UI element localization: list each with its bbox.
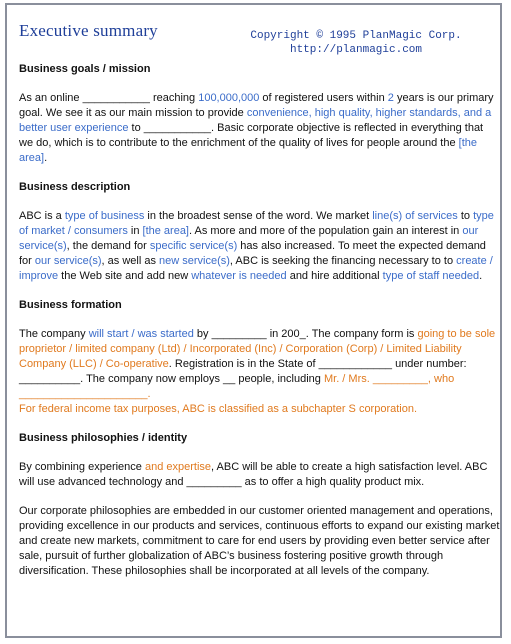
placeholder-blue: will start / was started bbox=[88, 328, 194, 340]
paragraph-goals bbox=[19, 91, 500, 166]
placeholder-orange: going to be sole proprietor / limited company (Ltd) / Incorporated (Inc) / Corporation (Corp) / Limited Liability Company (LLC) / Co-operative bbox=[19, 328, 496, 370]
text: , as well as bbox=[101, 255, 159, 267]
section-heading-philosophies: Business philosophies / identity bbox=[19, 432, 188, 444]
text: years is our primary goal. We see it as our main mission to provide bbox=[19, 92, 494, 119]
placeholder-blue: specific service(s) bbox=[149, 240, 238, 252]
paragraph-formation bbox=[19, 327, 500, 417]
text: has also increased. To meet the expected demand for bbox=[19, 240, 486, 267]
paragraph-philosophies-1 bbox=[19, 460, 500, 490]
text: and hire additional bbox=[286, 270, 383, 282]
document-frame bbox=[5, 3, 502, 638]
paragraph-description bbox=[19, 209, 500, 284]
text: . As more and more of the population gain an interest in bbox=[189, 225, 463, 237]
text: the Web site and add new bbox=[58, 270, 192, 282]
text: , the demand for bbox=[66, 240, 150, 252]
copyright-notice bbox=[249, 29, 463, 57]
section-heading-description: Business description bbox=[19, 181, 131, 193]
placeholder-blue: our service(s) bbox=[19, 225, 479, 252]
text: , ABC is seeking the financing necessary to to bbox=[229, 255, 457, 267]
text: . Registration is in the State of ____________ under number: __________. The company now employs __ people, including bbox=[19, 358, 467, 385]
placeholder-blue: type of market / consumers bbox=[19, 210, 494, 237]
placeholder-blue: 2 bbox=[387, 92, 394, 104]
page-title: Executive summary bbox=[19, 21, 158, 40]
text: in bbox=[127, 225, 143, 237]
text: to bbox=[457, 210, 474, 222]
placeholder-blue: convenience, high quality, higher standards, and a better user experience bbox=[19, 107, 492, 134]
placeholder-orange: Mr. / Mrs. _________, who _____________________. bbox=[19, 373, 455, 400]
placeholder-blue: type of business bbox=[64, 210, 145, 222]
section-heading-formation: Business formation bbox=[19, 299, 122, 311]
tax-note: For federal income tax purposes, ABC is classified as a subchapter S corporation. bbox=[19, 403, 418, 415]
placeholder-blue: 100,000,000 bbox=[198, 92, 260, 104]
text: The company bbox=[19, 328, 89, 340]
placeholder-blue: new service(s) bbox=[159, 255, 230, 267]
placeholder-blue: our service(s) bbox=[34, 255, 102, 267]
placeholder-blue: [the area] bbox=[142, 225, 189, 237]
text: , ABC will be able to create a high satisfaction level. ABC will use advanced technology and _________ as to offer a high quality product mix. bbox=[19, 461, 488, 488]
text: by _________ in 200_. The company form is bbox=[193, 328, 418, 340]
text: . bbox=[479, 270, 483, 282]
placeholder-blue: [the area] bbox=[19, 137, 478, 164]
text: in the broadest sense of the word. We market bbox=[144, 210, 373, 222]
section-heading-goals: Business goals / mission bbox=[19, 63, 151, 75]
text: to ___________. Basic corporate objective is reflected in everything that we do, which is to contribute to the enrichment of the quality of lives for people around the bbox=[19, 122, 484, 149]
text: ABC is a bbox=[19, 210, 65, 222]
placeholder-orange: and expertise bbox=[144, 461, 212, 473]
placeholder-blue: type of staff needed bbox=[382, 270, 480, 282]
copyright-url: http://planmagic.com bbox=[289, 44, 423, 56]
placeholder-blue: whatever is needed bbox=[191, 270, 287, 282]
text: . bbox=[44, 152, 48, 164]
text: As an online ___________ reaching bbox=[19, 92, 199, 104]
paragraph-philosophies-2: Our corporate philosophies are embedded in our customer oriented management and operations, providing excellence in our products and services, continuous efforts to expand our existing market and create new markets, commitment to care for end users by providing even better service after sale, pursuit of further globalization of ABC’s business fostering positive growth through diversification. These philosophies shall be incorporated at all levels of the company. bbox=[19, 505, 500, 577]
document-body bbox=[19, 62, 500, 593]
text: By combining experience bbox=[19, 461, 145, 473]
text: of registered users within bbox=[259, 92, 388, 104]
placeholder-blue: create / improve bbox=[19, 255, 493, 282]
copyright-line: Copyright © 1995 PlanMagic Corp. bbox=[250, 30, 462, 42]
placeholder-blue: line(s) of services bbox=[372, 210, 458, 222]
